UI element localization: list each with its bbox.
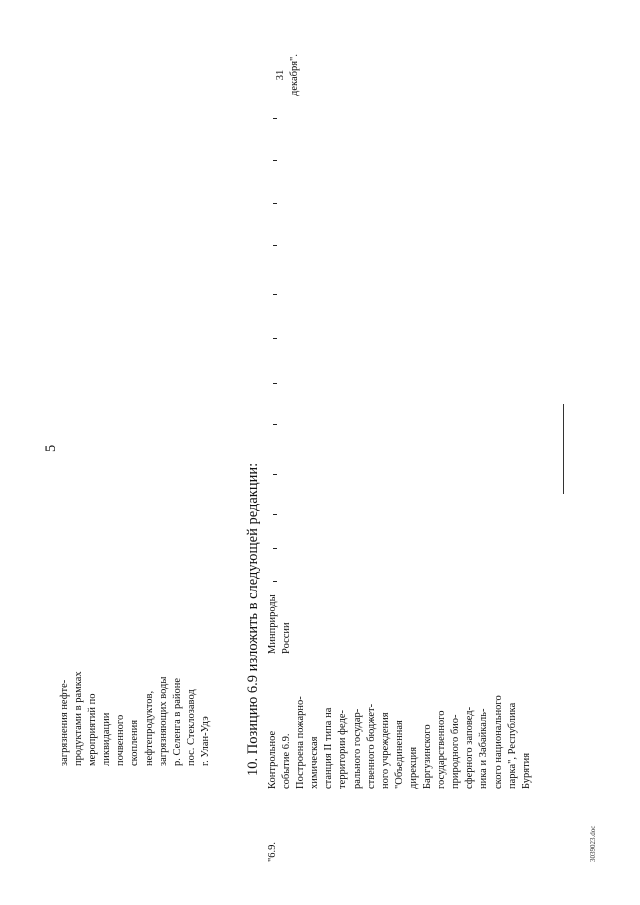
- text-line: р. Селенга в районе: [171, 677, 183, 766]
- text-line: дирекция: [407, 746, 419, 789]
- text-line: загрязняющих воды: [157, 676, 169, 766]
- footer-filename: 3039023.doc: [589, 825, 597, 862]
- text-line: ника и Забайкаль-: [478, 708, 490, 789]
- text-line: сферного заповед-: [464, 706, 476, 789]
- dash-mark: [273, 424, 277, 425]
- text-line: Контрольное: [267, 730, 278, 789]
- text-line: загрязнения нефте-: [59, 679, 70, 766]
- text-line: ного учреждения: [379, 712, 391, 789]
- text-line: "Объединенная: [393, 720, 405, 789]
- text-line: территории феде-: [337, 709, 349, 789]
- amendment-instruction: 10. Позицию 6.9 изложить в следующей редакции:: [245, 462, 261, 776]
- text-line: скопления: [129, 719, 141, 766]
- text-line: мероприятий по: [87, 693, 99, 766]
- dash-mark: [273, 581, 277, 582]
- text-line: ского национального: [492, 695, 504, 789]
- text-line: пос. Стеклозавод: [185, 689, 197, 766]
- text-line: декабря".: [289, 54, 301, 96]
- text-line: Бурятия: [520, 752, 532, 789]
- text-line: рального государ-: [351, 708, 363, 789]
- text-line: событие 6.9.: [281, 733, 293, 789]
- text-line: почвенного: [115, 714, 127, 766]
- text-line: ственного бюджет-: [365, 703, 377, 789]
- dash-mark: [273, 514, 277, 515]
- text-line: химическая: [309, 736, 321, 789]
- dash-mark: [273, 160, 277, 161]
- text-line: Построена пожарно-: [295, 696, 307, 789]
- dash-mark: [273, 383, 277, 384]
- text-line: продуктами в рамках: [73, 671, 85, 766]
- text-line: 31: [275, 69, 286, 81]
- text-line: Баргузинского: [422, 724, 434, 789]
- dash-mark: [273, 294, 277, 295]
- text-line: станция II типа на: [323, 707, 335, 789]
- text-line: парка", Республика: [506, 702, 518, 789]
- prev-row-text: [58, 671, 213, 766]
- text-line: нефтепродуктов,: [143, 690, 155, 766]
- responsible-executor: [266, 594, 294, 654]
- separator-line: [563, 404, 564, 494]
- text-line: г. Улан-Удэ: [199, 716, 211, 766]
- dash-mark: [273, 203, 277, 204]
- text-line: государственного: [436, 710, 448, 789]
- text-line: ликвидации: [101, 712, 113, 766]
- dash-mark: [273, 338, 277, 339]
- dash-mark: [273, 548, 277, 549]
- text-line: природного био-: [450, 714, 462, 789]
- dash-mark: [273, 118, 277, 119]
- row-number: "6.9.: [267, 841, 278, 862]
- deadline: [274, 54, 302, 96]
- row-description: [266, 695, 534, 789]
- text-line: России: [281, 622, 293, 654]
- page-number: 5: [43, 444, 59, 452]
- dash-mark: [273, 474, 277, 475]
- text-line: Минприроды: [267, 594, 278, 654]
- dash-mark: [273, 245, 277, 246]
